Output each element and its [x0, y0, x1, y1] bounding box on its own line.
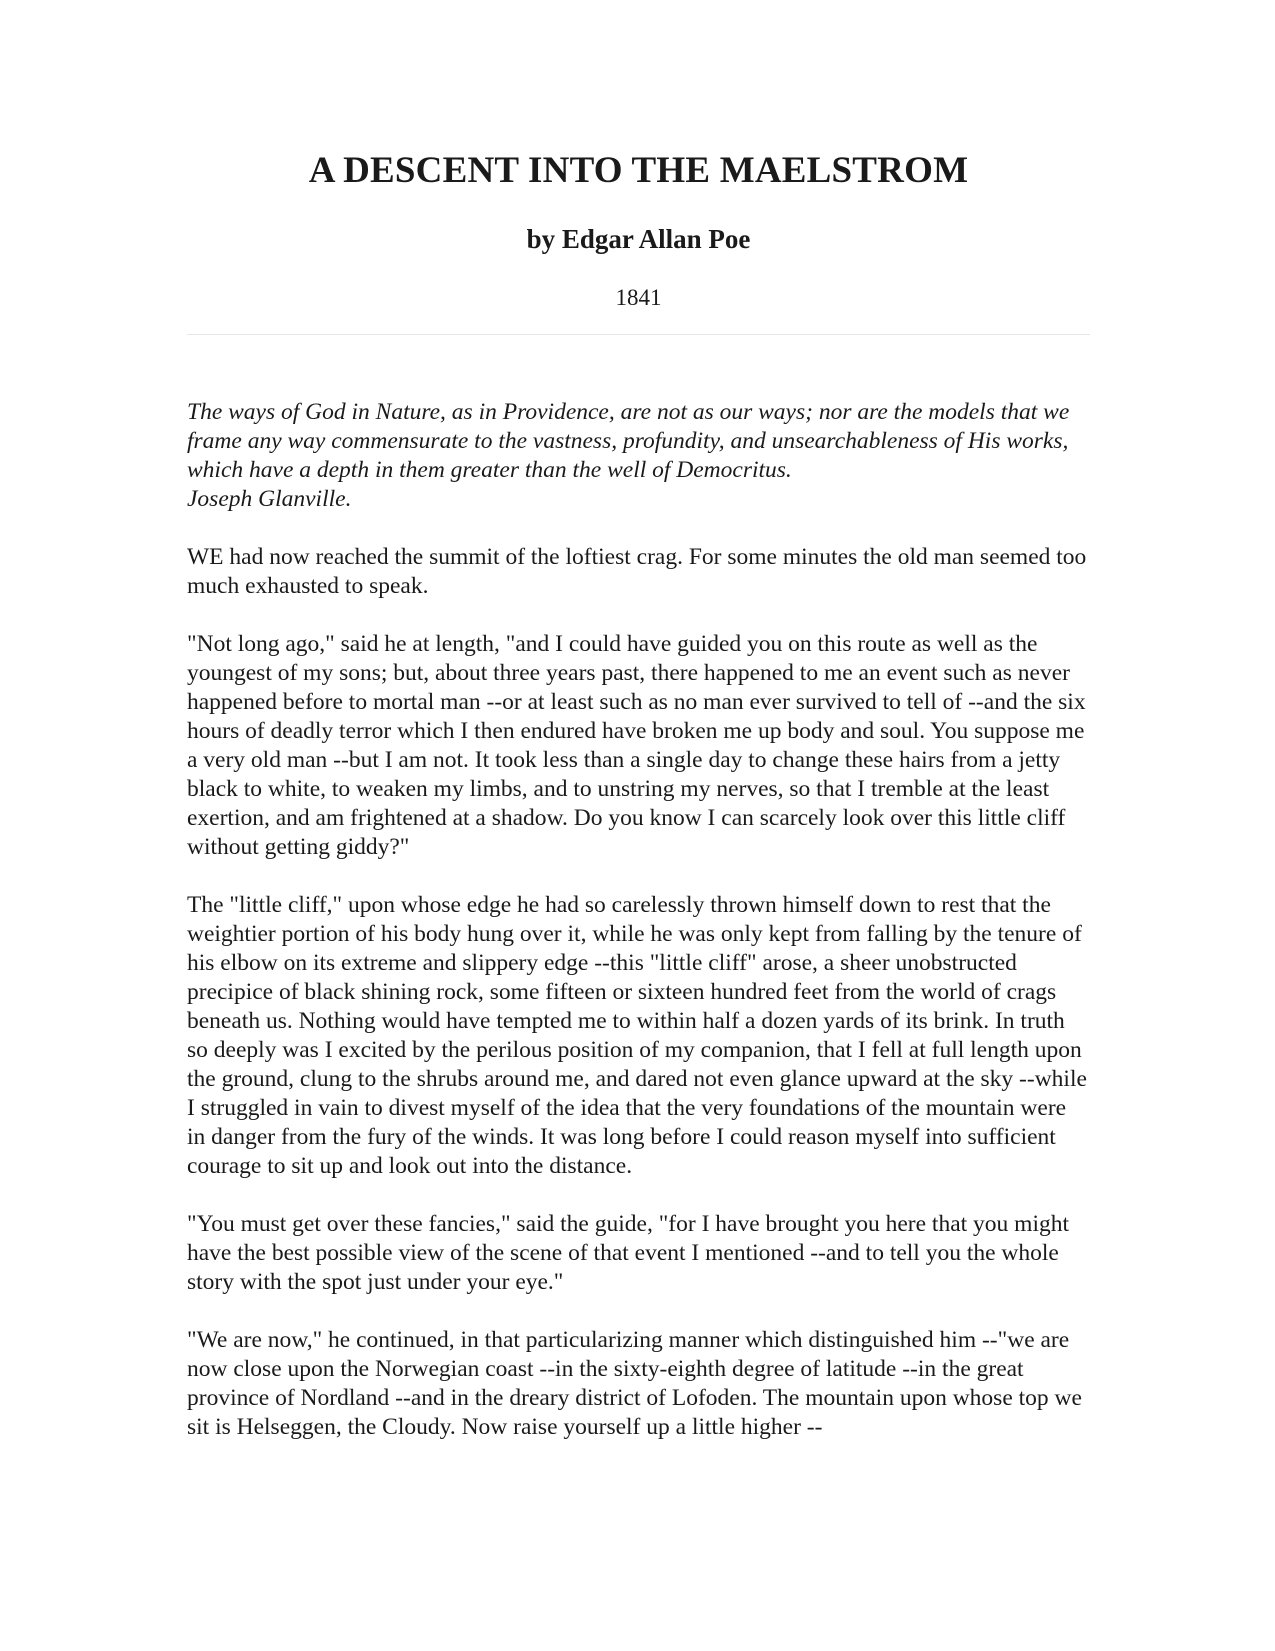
paragraph: "We are now," he continued, in that particularizing manner which distinguished him --"we are now close upon the Norwegian coast --in the sixty-eighth degree of latitude --in the great province of Nordland --and in the dreary district of Lofoden. The mountain upon whose top we sit is Helseggen, the Cloudy. Now raise yourself up a little higher --	[187, 1327, 1082, 1440]
paragraph: WE had now reached the summit of the loftiest crag. For some minutes the old man seemed too much exhausted to speak.	[187, 544, 1087, 599]
document-title: A DESCENT INTO THE MAELSTROM	[308, 150, 969, 191]
paragraph: "You must get over these fancies," said the guide, "for I have brought you here that you might have the best possible view of the scene of that event I mentioned --and to tell you the whole story with the spot just under your eye."	[187, 1211, 1069, 1295]
publication-year: 1841	[615, 285, 662, 310]
document-body	[187, 398, 1090, 1471]
epigraph-quote: The ways of God in Nature, as in Providence, are not as our ways; nor are the models that we frame any way commensurate to the vastness, profundity, and unsearchableness of His works, which have a depth in them greater than the well of Democritus.	[187, 399, 1070, 483]
document-author: by Edgar Allan Poe	[526, 224, 751, 254]
epigraph	[187, 398, 1090, 514]
epigraph-attribution: Joseph Glanville.	[187, 486, 352, 512]
paragraph: The "little cliff," upon whose edge he had so carelessly thrown himself down to rest that the weightier portion of his body hung over it, while he was only kept from falling by the tenure of his elbow on its extreme and slippery edge --this "little cliff" arose, a sheer unobstructed precipice of black shining rock, some fifteen or sixteen hundred feet from the world of crags beneath us. Nothing would have tempted me to within half a dozen yards of its brink. In truth so deeply was I excited by the perilous position of my companion, that I fell at full length upon the ground, clung to the shrubs around me, and dared not even glance upward at the sky --while I struggled in vain to divest myself of the idea that the very foundations of the mountain were in danger from the fury of the winds. It was long before I could reason myself into sufficient courage to sit up and look out into the distance.	[187, 892, 1087, 1179]
horizontal-divider	[187, 334, 1090, 335]
paragraph: "Not long ago," said he at length, "and I could have guided you on this route as well as the youngest of my sons; but, about three years past, there happened to me an event such as never happened before to mortal man --or at least such as no man ever survived to tell of --and the six hours of deadly terror which I then endured have broken me up body and soul. You suppose me a very old man --but I am not. It took less than a single day to change these hairs from a jetty black to white, to weaken my limbs, and to unstring my nerves, so that I tremble at the least exertion, and am frightened at a shadow. Do you know I can scarcely look over this little cliff without getting giddy?"	[187, 631, 1086, 860]
